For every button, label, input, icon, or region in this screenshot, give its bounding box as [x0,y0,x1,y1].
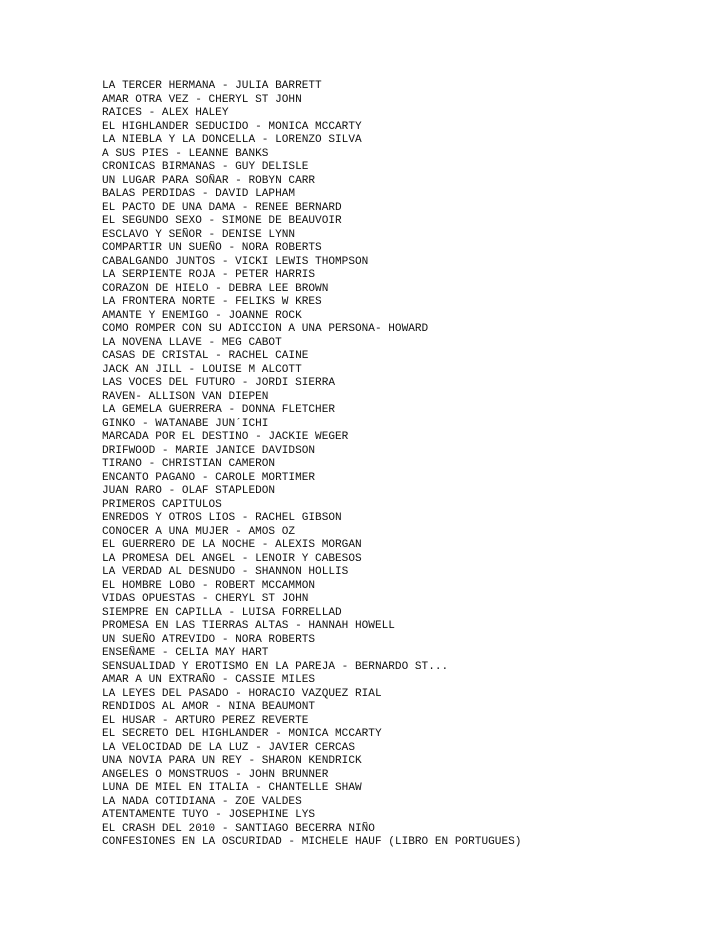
book-entry: LA VERDAD AL DESNUDO - SHANNON HOLLIS [102,566,349,578]
book-entry: EL SEGUNDO SEXO - SIMONE DE BEAUVOIR [102,215,342,227]
book-entry: ENSEÑAME - CELIA MAY HART [102,647,269,659]
book-entry: PRIMEROS CAPITULOS [102,498,222,511]
book-entry: RAVEN- ALLISON VAN DIEPEN [102,390,269,403]
book-entry: AMANTE Y ENEMIGO - JOANNE ROCK [102,309,302,322]
book-entry: EL PACTO DE UNA DAMA - RENEE BERNARD [102,201,342,214]
book-entry: LUNA DE MIEL EN ITALIA - CHANTELLE SHAW [102,782,362,794]
book-entry: A SUS PIES - LEANNE BANKS [102,147,269,160]
book-entry: CORAZON DE HIELO - DEBRA LEE BROWN [102,282,329,295]
book-entry: LA NOVENA LLAVE - MEG CABOT [102,336,282,349]
book-entry: LA VELOCIDAD DE LA LUZ - JAVIER CERCAS [102,741,355,754]
book-entry: DRIFWOOD - MARIE JANICE DAVIDSON [102,444,316,457]
book-entry: CABALGANDO JUNTOS - VICKI LEWIS THOMPSON [102,255,369,268]
book-entry: EL SECRETO DEL HIGHLANDER - MONICA MCCARTY [102,728,382,740]
book-entry: EL HIGHLANDER SEDUCIDO - MONICA MCCARTY [102,120,362,133]
book-entry: ATENTAMENTE TUYO - JOSEPHINE LYS [102,809,316,821]
book-entry: SIEMPRE EN CAPILLA - LUISA FORRELLAD [102,606,342,619]
book-entry: GINKO - WATANABE JUN´ICHI [102,417,269,430]
book-entry: LA FRONTERA NORTE - FELIKS W KRES [102,296,322,308]
book-entry: CRONICAS BIRMANAS - GUY DELISLE [102,161,309,173]
book-entry: EL CRASH DEL 2010 - SANTIAGO BECERRA NIÑO [102,822,375,835]
book-entry: UNA NOVIA PARA UN REY - SHARON KENDRICK [102,755,362,767]
book-entry: LA NADA COTIDIANA - ZOE VALDES [102,795,302,808]
book-entry: AMAR OTRA VEZ - CHERYL ST JOHN [102,93,302,106]
book-entry: EL HUSAR - ARTURO PEREZ REVERTE [102,714,309,727]
book-entry: CASAS DE CRISTAL - RACHEL CAINE [102,350,309,362]
book-entry: AMAR A UN EXTRAÑO - CASSIE MILES [102,674,316,686]
book-entry: BALAS PERDIDAS - DAVID LAPHAM [102,188,296,200]
book-entry: LA PROMESA DEL ANGEL - LENOIR Y CABESOS [102,552,362,565]
book-entry: RENDIDOS AL AMOR - NINA BEAUMONT [102,701,316,713]
book-entry: LA LEYES DEL PASADO - HORACIO VAZQUEZ RIAL [102,687,382,700]
book-entry: MARCADA POR EL DESTINO - JACKIE WEGER [102,431,349,443]
book-entry: LA SERPIENTE ROJA - PETER HARRIS [102,269,316,281]
book-entry: JUAN RARO - OLAF STAPLEDON [102,485,276,497]
book-entry: EL HOMBRE LOBO - ROBERT MCCAMMON [102,579,316,592]
book-entry: PROMESA EN LAS TIERRAS ALTAS - HANNAH HOWELL [102,620,395,632]
book-entry: ESCLAVO Y SEÑOR - DENISE LYNN [102,228,296,241]
book-entry: COMO ROMPER CON SU ADICCION A UNA PERSONA- HOWARD [102,323,429,335]
book-entry: ANGELES O MONSTRUOS - JOHN BRUNNER [102,768,329,781]
book-entry: TIRANO - CHRISTIAN CAMERON [102,458,276,470]
book-entry: RAICES - ALEX HALEY [102,107,229,119]
book-entry: ENREDOS Y OTROS LIOS - RACHEL GIBSON [102,512,342,524]
book-entry: LA TERCER HERMANA - JULIA BARRETT [102,80,322,92]
book-entry: JACK AN JILL - LOUISE M ALCOTT [102,363,302,376]
book-entry: LA GEMELA GUERRERA - DONNA FLETCHER [102,404,336,416]
book-entry: LA NIEBLA Y LA DONCELLA - LORENZO SILVA [102,134,362,146]
book-entry: UN SUEÑO ATREVIDO - NORA ROBERTS [102,633,316,646]
book-entry: CONFESIONES EN LA OSCURIDAD - MICHELE HAUF (LIBRO EN PORTUGUES) [102,836,522,848]
book-list [102,80,521,850]
book-entry: VIDAS OPUESTAS - CHERYL ST JOHN [102,593,309,605]
book-entry: ENCANTO PAGANO - CAROLE MORTIMER [102,471,316,484]
book-entry: EL GUERRERO DE LA NOCHE - ALEXIS MORGAN [102,539,362,551]
book-entry: COMPARTIR UN SUEÑO - NORA ROBERTS [102,242,322,254]
book-entry: SENSUALIDAD Y EROTISMO EN LA PAREJA - BERNARDO ST... [102,660,449,673]
book-entry: LAS VOCES DEL FUTURO - JORDI SIERRA [102,377,336,389]
book-entry: UN LUGAR PARA SOÑAR - ROBYN CARR [102,174,316,187]
book-entry: CONOCER A UNA MUJER - AMOS OZ [102,525,296,538]
